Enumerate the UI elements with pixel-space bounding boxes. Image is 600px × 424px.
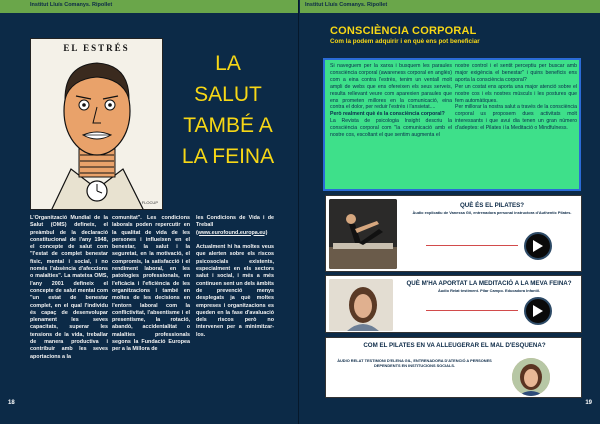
video-title-meditation: QUÈ M'HA APORTAT LA MEDITACIÓ A LA MEVA FEINA? xyxy=(406,280,572,287)
video-card-pilates[interactable] xyxy=(325,195,582,272)
header-school-left: Institut Lluís Comanys. Ripollet xyxy=(30,2,113,8)
video-title-pilates: QUÈ ÉS EL PILATES? xyxy=(459,202,525,209)
intro-paragraph-2: La Revista de psicologia Insight descriu la consciència corporal com "la comunicació amb el nostre cos, escoltant el que sentim augmenta el xyxy=(330,118,452,139)
column-3-intro: les Condicions de Vida i de Treball xyxy=(196,215,274,229)
video-desc-backpain: ÀUDIO RELAT TESTIMONI D'ELENA GIL, ENTRENADORA D'ATENCIÓ A PERSONES DEPENDENTS EN INSTITUCIONS SOCIALS. xyxy=(337,358,492,368)
left-page xyxy=(0,0,299,424)
stressed-face-drawing xyxy=(31,39,163,210)
video-desc-meditation: Àudio Relat testiment. Pilar Campo. Educadora Infantil. xyxy=(437,288,541,293)
page-number-right: 19 xyxy=(585,400,592,406)
video-card-meditation[interactable] xyxy=(325,275,582,333)
article-column-3 xyxy=(196,215,274,339)
headline-line-3: TAMBÉ A xyxy=(183,114,273,137)
intro-question: Però realment què és la consciència corporal? xyxy=(330,111,445,118)
play-button-meditation[interactable] xyxy=(524,297,552,325)
intro-text-box xyxy=(323,58,581,191)
play-icon xyxy=(532,304,544,318)
stress-illustration xyxy=(30,38,163,210)
meditation-photo xyxy=(329,279,393,331)
page-number-left: 18 xyxy=(8,400,15,406)
video-title-backpain: COM EL PILATES EN VA ALLEUGERAR EL MAL D'ESQUENA? xyxy=(363,342,546,349)
header-school-right: Institut Lluís Comanys. Ripollet xyxy=(305,2,388,8)
pilates-photo xyxy=(329,199,397,269)
eurofound-link[interactable]: (www.eurofound.europa.eu) xyxy=(196,229,268,236)
headline-line-1: LA xyxy=(215,52,241,75)
intro-box-column-2 xyxy=(455,63,577,132)
article-column-2: comunitat". Les condicions laborals poden repercutir en la qualitat de vida de les persones i influeixen en el benestar, la salut i la seguretat, en la motivació, el compromís, la satisfacció i el rendiment laboral, en les patologies professionals, en l'eficàcia i l'eficiència de les organitzacions i també en moltes de les decisions en l'entorn laboral com la conflictivitat, l'absentisme i el presentisme, la rotació, abandó, accidentalitat o malalties professionals segons la Fundació Europea per a la Millora de xyxy=(112,215,190,353)
column-3-body: Actualment hi ha moltes veus que alerten sobre els riscos psicosocials existents, especialment en els sectors salut i social, i més a més continuen sent un dels àmbits de prevenció menys desplegats ja què moltes empreses i organitzacions es queden en la fase d'avaluació dels riscos però no intervenen per a minimitzar-los. xyxy=(196,244,274,338)
play-icon xyxy=(532,239,544,253)
headline-line-4: LA FEINA xyxy=(181,145,275,168)
intro-paragraph-5: Per millorar la nostra salut a través de la consciència corporal us proposem dues activitats molt interessants i que avui dia tenen un gran número d'adeptes: el Pilates i la Meditació o Mindfulness. xyxy=(455,104,577,132)
section-title: CONSCIÈNCIA CORPORAL xyxy=(330,25,477,37)
audio-progress-pilates xyxy=(426,245,518,246)
portrait-woman-image xyxy=(329,279,393,331)
article-column-1: L'Organització Mundial de la Salut (OMS) defineix, el preàmbul de la declaració constitucional de l'any 1948, el concepte de salut com "l'estat de complet benestar físic, mental i social, i no només l'absència d'afeccions o malalties". La mateixa OMS, l'any 2001 defineix el concepte de salut mental com "un estat de benestar complet, en el qual l'individu és capaç de desenvolupar plenament les seves capacitats, superar les tensions de la vida, treballar de manera productiva i contribuir amb les seves aportacions a la xyxy=(30,215,108,360)
intro-box-column-1 xyxy=(330,63,452,139)
illustration-signature: FLOCUP xyxy=(141,200,158,205)
pilates-exercise-image xyxy=(329,199,397,269)
intro-paragraph-3: nostre control i el sentit perceptiu per buscar amb major exigència el benestar" i quins beneficis ens aporta la consciència corporal? xyxy=(455,63,577,83)
intro-paragraph-1: Si naveguem per la xarxa i busquem les paraules consciència corporal (awareness corporal en anglès) com a eina contra l'estrès, tenim un ventall molt ampli de webs que ens ofereixen els seus serveis, resulta rellevant veure com aparexien paraules que ens prometen millores en la comunicació, eina contra el dolor, per reduir l'estrès i l'ansietat.... xyxy=(330,63,452,111)
video-card-backpain[interactable] xyxy=(325,337,582,398)
headline xyxy=(168,48,288,172)
intro-paragraph-4: Per un costat ens aporta una major atenció sobre el nostre cos i els nostres músculs i les postures que fem automàtiques. xyxy=(455,83,577,104)
audio-progress-meditation xyxy=(426,310,518,311)
play-button-pilates[interactable] xyxy=(524,232,552,260)
video-desc-pilates: Àudio explicatiu de Vanessa Gil, entrenadora personal instructora d'Authentic Pilates. xyxy=(412,210,572,215)
illustration-title: EL ESTRÉS xyxy=(63,43,130,53)
headline-line-2: SALUT xyxy=(194,83,262,106)
section-subtitle: Com la podem adquirir i en què ens pot beneficiar xyxy=(330,38,480,45)
